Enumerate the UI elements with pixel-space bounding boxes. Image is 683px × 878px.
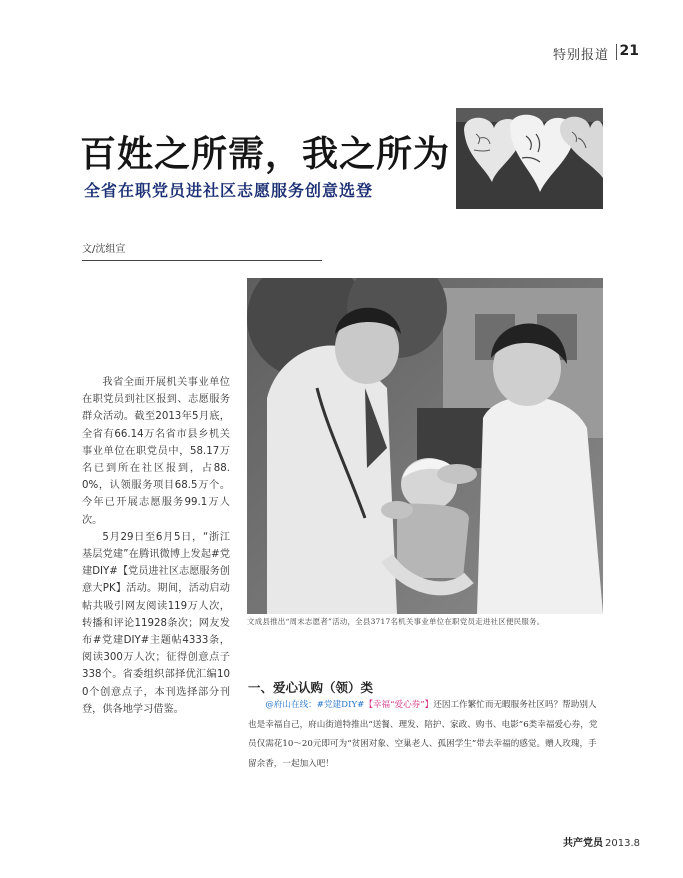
article-byline: 文/沈组宣 [82, 244, 126, 255]
page-number: 21 [619, 43, 639, 59]
footer [563, 834, 640, 849]
body-paragraph: 5月29日至6月5日，“浙江基层党建”在腾讯微博上发起#党建DIY#【党员进社区志愿服务创意大PK】活动。期间，活动启动帖共吸引网友阅读119万人次，转播和评论11928条次；网友发布#党建DIY#主题帖4333条，阅读300万人次；征得创意点子338个。省委组织部择优汇编100个创意点子，本刊选择部分刊登，供各地学习借鉴。 [82, 531, 230, 715]
diy-hashtag: #党建DIY# [316, 700, 365, 710]
heart-notes-photo [456, 108, 603, 209]
weibo-author-tag: @府山在线： [265, 700, 317, 710]
photo-caption: 文成县推出“周末志愿者”活动，全县3717名机关事业单位在职党员走进社区便民服务。 [247, 617, 545, 626]
section-text: 还因工作繁忙而无暇服务社区吗？帮助别人也是幸福自己，府山街道特推出“送餐、理发、陪护、家政、购书、电影”6类幸福爱心券，党员仅需花10～20元即可为“贫困对象、空巢老人、孤困学生”带去幸福的感觉。赠人玫瑰，手留余香，一起加入吧！ [248, 700, 598, 769]
body-paragraph: 我省全面开展机关事业单位在职党员到社区报到、志愿服务群众活动。截至2013年5月底，全省有66.14万名省市县乡机关事业单位在职党员中，58.17万名已到所在社区报到，占88.0%，认领服务项目68.5万个。今年已开展志愿服务99.1万人次。 [82, 377, 230, 526]
section-body [248, 696, 603, 774]
article-subtitle: 全省在职党员进社区志愿服务创意选登 [84, 181, 374, 200]
issue-date: 2013.8 [605, 838, 640, 849]
section-heading: 一、爱心认购（领）类 [248, 680, 374, 695]
header-divider [616, 44, 617, 60]
byline-rule [82, 260, 322, 261]
nurse-baby-photo [247, 278, 603, 614]
theme-tag: 【幸福“爱心券”】 [364, 700, 434, 710]
article-body [82, 374, 230, 718]
article-title: 百姓之所需，我之所为 [80, 133, 451, 175]
section-label: 特别报道 [552, 48, 609, 63]
magazine-logo: 共产党员 [563, 838, 603, 849]
